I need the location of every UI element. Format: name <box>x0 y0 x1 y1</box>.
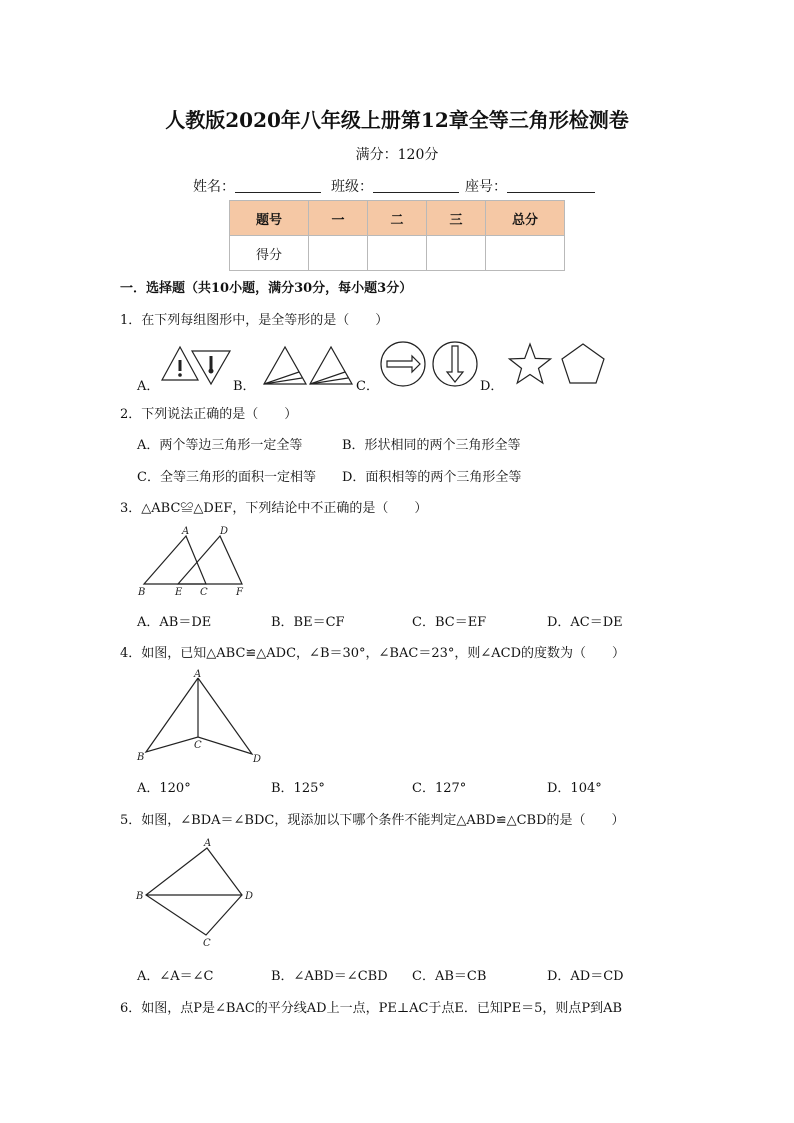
question-5-stem: 5．如图，∠BDA＝∠BDC，现添加以下哪个条件不能判定△ABD≌△CBD的是（ ） <box>120 813 625 828</box>
q1-option-d: D． <box>480 379 504 394</box>
point-label: B <box>138 587 146 598</box>
score-table-header <box>230 201 565 236</box>
point-label: E <box>175 587 183 598</box>
thermometer-icon <box>210 356 213 369</box>
score-table <box>229 200 565 271</box>
quadrilateral-abcd <box>146 848 242 935</box>
point-label: A <box>182 526 190 537</box>
q2-option-d: D．面积相等的两个三角形全等 <box>342 470 522 485</box>
name-label: 姓名： <box>193 179 235 195</box>
question-2-stem: 2．下列说法正确的是（ ） <box>120 407 298 422</box>
page-title: 人教版2020年八年级上册第12章全等三角形检测卷 <box>165 108 629 132</box>
q1-option-c: C． <box>356 379 379 394</box>
question-1-stem: 1．在下列每组图形中，是全等形的是（ ） <box>120 313 389 328</box>
q1-figure-a <box>155 343 235 388</box>
q3-option-d: D．AC＝DE <box>547 615 623 630</box>
q1-option-b: B． <box>233 379 256 394</box>
pentagon-shape <box>562 344 604 383</box>
point-label: A <box>194 669 202 680</box>
point-label: B <box>137 752 145 763</box>
q5-option-c: C．AB＝CB <box>412 969 487 984</box>
circle-down-arrow-icon <box>433 342 477 386</box>
question-4-stem: 4．如图，已知△ABC≌△ADC，∠B＝30°，∠BAC＝23°，则∠ACD的度数为（ ） <box>120 646 626 661</box>
score-header-cell: 二 <box>368 201 427 236</box>
q2-option-a: A．两个等边三角形一定全等 <box>137 438 303 453</box>
score-header-cell: 三 <box>427 201 486 236</box>
q5-figure <box>132 834 262 954</box>
q5-option-d: D．AD＝CD <box>547 969 624 984</box>
class-field <box>331 176 459 196</box>
q5-option-a: A．∠A＝∠C <box>137 969 214 984</box>
question-3-stem: 3．△ABC≌△DEF，下列结论中不正确的是（ ） <box>120 501 428 516</box>
q3-option-a: A．AB＝DE <box>137 615 212 630</box>
triangle-abc <box>144 536 206 584</box>
point-label: B <box>136 891 144 902</box>
q4-option-c: C．127° <box>412 781 467 796</box>
q1-option-a: A． <box>137 379 160 394</box>
q5-option-b: B．∠ABD＝∠CBD <box>271 969 388 984</box>
q2-option-b: B．形状相同的两个三角形全等 <box>342 438 521 453</box>
score-header-cell: 总分 <box>486 201 565 236</box>
score-header-cell: 一 <box>309 201 368 236</box>
section-heading: 一．选择题（共10小题，满分30分，每小题3分） <box>120 281 413 296</box>
seat-blank[interactable] <box>507 177 595 193</box>
triangle-def <box>178 536 242 584</box>
point-label: F <box>236 587 243 598</box>
q3-option-c: C．BC＝EF <box>412 615 487 630</box>
q3-figure <box>132 524 257 599</box>
score-header-cell: 题号 <box>230 201 309 236</box>
point-label: C <box>200 587 208 598</box>
name-blank[interactable] <box>235 177 321 193</box>
point-label: A <box>204 838 212 849</box>
seat-label: 座号： <box>465 179 507 195</box>
q3-option-b: B．BE＝CF <box>271 615 345 630</box>
point-label: D <box>220 526 229 537</box>
point-label: C <box>194 740 202 751</box>
q1-figure-c <box>378 340 482 388</box>
class-label: 班级： <box>331 179 373 195</box>
score-table-row <box>230 236 565 271</box>
point-label: D <box>245 891 254 902</box>
score-cell[interactable] <box>486 236 565 271</box>
star-shape <box>509 344 550 383</box>
score-cell[interactable] <box>309 236 368 271</box>
q1-figure-d <box>505 340 610 388</box>
q4-option-b: B．125° <box>271 781 325 796</box>
seat-field <box>465 176 595 196</box>
question-6-stem: 6．如图，点P是∠BAC的平分线AD上一点，PE⊥AC于点E．已知PE＝5，则点P到AB <box>120 1001 623 1016</box>
exclamation-icon <box>179 360 182 371</box>
q4-option-a: A．120° <box>137 781 191 796</box>
point-label: C <box>203 938 211 949</box>
q4-figure <box>132 668 272 768</box>
q2-option-c: C．全等三角形的面积一定相等 <box>137 470 316 485</box>
point-label: D <box>253 754 262 765</box>
score-cell[interactable] <box>427 236 486 271</box>
class-blank[interactable] <box>373 177 459 193</box>
score-cell[interactable] <box>368 236 427 271</box>
full-score: 满分：120分 <box>355 147 439 163</box>
q1-figure-b <box>258 343 358 388</box>
score-row-label: 得分 <box>230 236 309 271</box>
q4-option-d: D．104° <box>547 781 602 796</box>
name-field <box>193 176 321 196</box>
circle-right-arrow-icon <box>381 342 425 386</box>
